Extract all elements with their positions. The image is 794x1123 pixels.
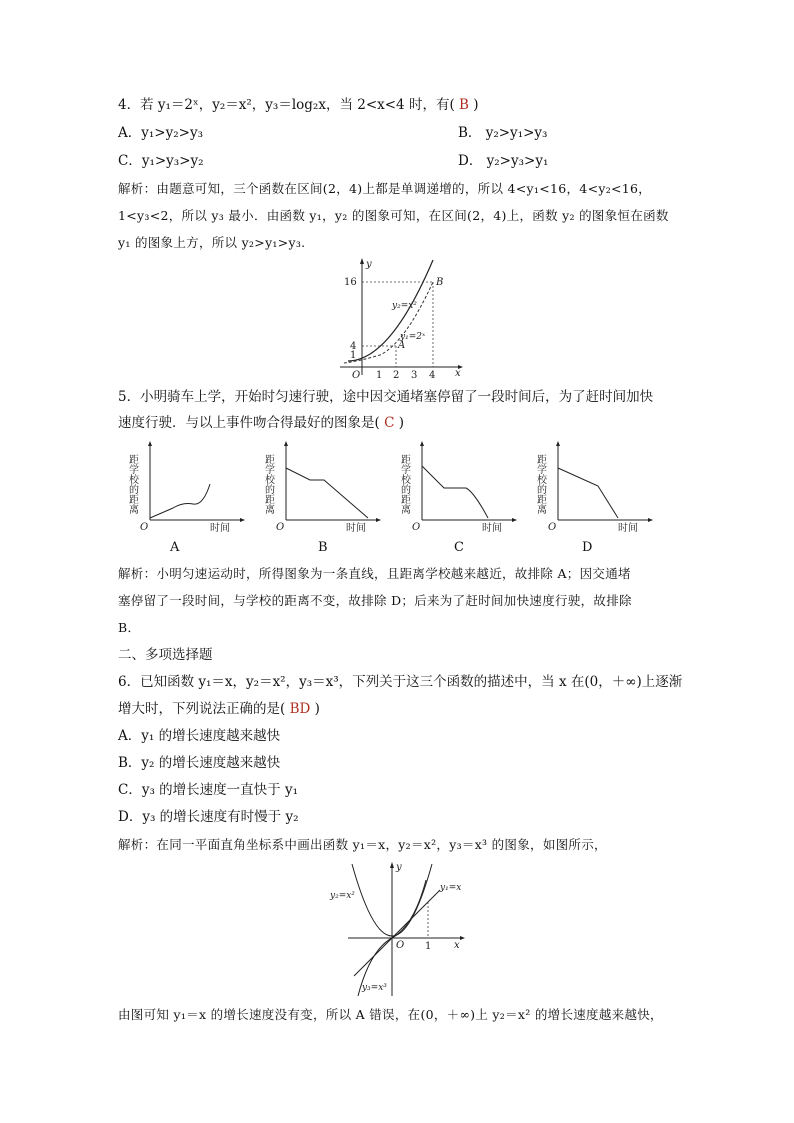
q5-stem-line2 — [118, 414, 404, 432]
q4-graph — [330, 255, 465, 380]
q5-graph-d — [536, 440, 656, 535]
origin-label: O — [352, 370, 361, 381]
point-b-label: B — [436, 277, 444, 288]
y-label-1: 1 — [350, 350, 357, 361]
q5-stem-end: ) — [398, 415, 404, 431]
q5-solution-line3: B． — [118, 620, 141, 635]
x-tick-1: 1 — [376, 370, 383, 381]
label-x: x — [454, 940, 460, 951]
q6-graph — [328, 858, 468, 998]
q5-answer: C — [384, 415, 395, 431]
xlabel: 时间 — [210, 523, 230, 534]
curve-y1-label: y₁=2ˣ — [400, 332, 426, 342]
section-heading: 二、多项选择题 — [118, 647, 213, 663]
q4-stem — [118, 96, 479, 114]
origin: O — [276, 522, 285, 533]
q6-solution-line2: 由图可知 y₁＝x 的增长速度没有变，所以 A 错误，在(0，＋∞)上 y₂＝x² 的增长速度越来越快， — [118, 1007, 663, 1022]
q4-stem-text: 4．若 y₁＝2ˣ，y₂＝x²，y₃＝log₂x，当 2<x<4 时，有( — [118, 97, 455, 113]
ylabel: 距学校的距离 — [398, 454, 410, 514]
q6-answer: BD — [289, 701, 311, 717]
x-tick-4: 4 — [429, 370, 436, 381]
label-y: y — [396, 862, 402, 873]
q5-graph-a — [128, 440, 248, 535]
xlabel: 时间 — [346, 523, 366, 534]
y1-curve — [344, 282, 433, 363]
q6-option-b: B．y₂ 的增长速度越来越快 — [118, 755, 281, 771]
q4-solution-line1: 解析：由题意可知，三个函数在区间(2，4)上都是单调递增的，所以 4<y₁<16，4<y₂<16， — [118, 181, 652, 196]
q6-stem-line2 — [118, 700, 320, 718]
q5-stem-text: 速度行驶．与以上事件吻合得最好的图象是( — [118, 415, 380, 431]
q6-solution-line1: 解析：在同一平面直角坐标系中画出函数 y₁＝x，y₂＝x²，y₃＝x³ 的图象，如图所示， — [118, 837, 607, 852]
q5-stem-line1: 5．小明骑车上学，开始时匀速行驶，途中因交通堵塞停留了一段时间后，为了赶时间加快 — [118, 389, 654, 405]
q6-stem-end: ) — [314, 701, 320, 717]
x-axis-label: x — [455, 368, 461, 379]
q5-graph-c — [400, 440, 520, 535]
q5-solution-line1: 解析：小明匀速运动时，所得图象为一条直线，且距离学校越来越近，故排除 A；因交通堵 — [118, 566, 631, 581]
xlabel: 时间 — [618, 523, 638, 534]
y-label-4: 4 — [350, 341, 357, 352]
ylabel: 距学校的距离 — [262, 454, 274, 514]
y-label-16: 16 — [344, 277, 357, 288]
q5-caption-c: C — [454, 540, 464, 555]
origin: O — [548, 522, 557, 533]
curve-y2-label: y₂=x² — [392, 301, 417, 311]
label-y2: y₂=x² — [330, 891, 355, 901]
q4-option-b: B． y₂>y₁>y₃ — [458, 125, 548, 141]
q6-option-d: D．y₃ 的增长速度有时慢于 y₂ — [118, 809, 299, 825]
label-one: 1 — [425, 941, 432, 952]
xlabel: 时间 — [482, 523, 502, 534]
q4-answer: B — [459, 97, 469, 113]
q4-solution-line2: 1<y₃<2，所以 y₃ 最小．由函数 y₁，y₂ 的图象可知，在区间(2，4)上，函数 y₂ 的图象恒在函数 — [118, 208, 669, 223]
q5-solution-line2: 塞停留了一段时间，与学校的距离不变，故排除 D；后来为了赶时间加快速度行驶，故排除 — [118, 593, 632, 608]
q6-stem-line1: 6．已知函数 y₁＝x，y₂＝x²，y₃＝x³，下列关于这三个函数的描述中，当 x 在(0，＋∞)上逐渐 — [118, 674, 683, 690]
q6-stem-text: 增大时，下列说法正确的是( — [118, 701, 286, 717]
origin: O — [412, 522, 421, 533]
x-tick-2: 2 — [393, 370, 400, 381]
q6-option-c: C．y₃ 的增长速度一直快于 y₁ — [118, 782, 298, 798]
label-y1: y₁=x — [440, 883, 462, 893]
q5-caption-a: A — [170, 540, 180, 555]
origin: O — [140, 522, 149, 533]
label-origin: O — [396, 940, 405, 951]
q4-solution-line3: y₁ 的图象上方，所以 y₂>y₁>y₃. — [118, 235, 306, 250]
q4-option-d: D． y₂>y₃>y₁ — [458, 153, 549, 169]
q5-caption-d: D — [582, 540, 593, 555]
x-tick-3: 3 — [411, 370, 418, 381]
y-axis-label: y — [366, 259, 372, 270]
point-a-label: A — [398, 340, 406, 351]
q6-option-a: A．y₁ 的增长速度越来越快 — [118, 728, 281, 744]
q5-caption-b: B — [318, 540, 328, 555]
ylabel: 距学校的距离 — [534, 454, 546, 514]
q5-graph-b — [264, 440, 384, 535]
y1-line — [354, 890, 440, 976]
q4-stem-end: ) — [473, 97, 479, 113]
label-y3: y₃=x³ — [362, 983, 387, 993]
ylabel: 距学校的距离 — [126, 454, 138, 514]
q4-option-c: C．y₁>y₃>y₂ — [118, 153, 204, 169]
q4-option-a: A．y₁>y₂>y₃ — [118, 125, 203, 141]
